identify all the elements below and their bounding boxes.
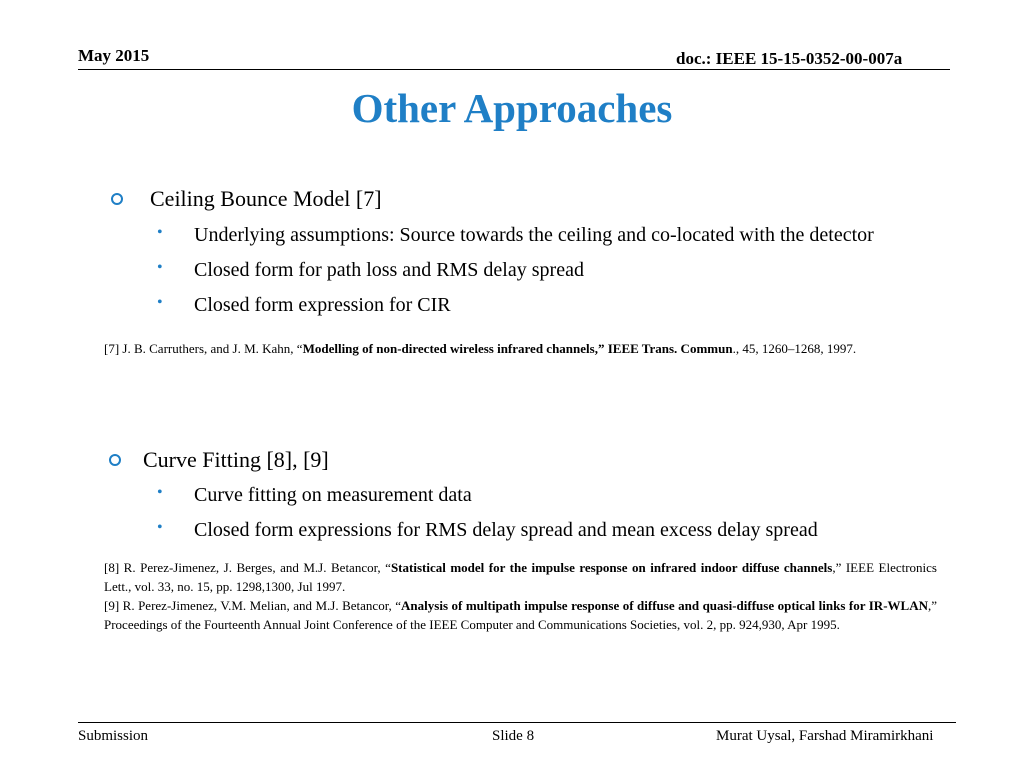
section-heading-curve-fitting: Curve Fitting [8], [9]: [143, 447, 329, 472]
reference-8: [8] R. Perez-Jimenez, J. Berges, and M.J. Betancor, “Statistical model for the impulse response on infrared indoor diffuse channels,” IEEE Electronics Lett., vol. 33, no. 15, pp. 1298,1300, Jul 1997.: [104, 560, 937, 594]
footer-divider: [78, 722, 956, 723]
footer-slide-number: Slide 8: [492, 728, 535, 744]
bullet-dot-icon: •: [157, 294, 163, 311]
bullet-dot-icon: •: [157, 259, 163, 276]
footer-authors: Murat Uysal, Farshad Miramirkhani: [716, 728, 934, 744]
circle-bullet-icon: [109, 454, 121, 466]
bullet-item: Underlying assumptions: Source towards the ceiling and co-located with the detector: [194, 224, 874, 246]
header-divider: [78, 69, 950, 70]
slide-title: Other Approaches: [351, 85, 673, 131]
bullet-dot-icon: •: [157, 484, 163, 501]
bullet-dot-icon: •: [157, 519, 163, 536]
header-doc-id: doc.: IEEE 15-15-0352-00-007a: [676, 49, 903, 68]
bullet-item: Closed form expression for CIR: [194, 294, 451, 316]
bullet-dot-icon: •: [157, 224, 163, 241]
bullet-item: Closed form expressions for RMS delay spread and mean excess delay spread: [194, 519, 818, 541]
reference-9: [9] R. Perez-Jimenez, V.M. Melian, and M.J. Betancor, “Analysis of multipath impulse response of diffuse and quasi-diffuse optical links for IR-WLAN,” Proceedings of the Fourteenth Annual Joint Conference of the IEEE Computer and Communications Societies, vol. 2, pp. 924,930, Apr 1995.: [104, 598, 938, 632]
section-heading-ceiling-bounce: Ceiling Bounce Model [7]: [150, 186, 382, 211]
circle-bullet-icon: [111, 193, 123, 205]
header-date: May 2015: [78, 46, 150, 65]
footer-submission: Submission: [78, 728, 149, 744]
reference-7: [7] J. B. Carruthers, and J. M. Kahn, “Modelling of non-directed wireless infrared channels,” IEEE Trans. Commun., 45, 1260–1268, 1997.: [104, 341, 857, 356]
bullet-item: Closed form for path loss and RMS delay spread: [194, 259, 584, 281]
bullet-item: Curve fitting on measurement data: [194, 484, 472, 506]
